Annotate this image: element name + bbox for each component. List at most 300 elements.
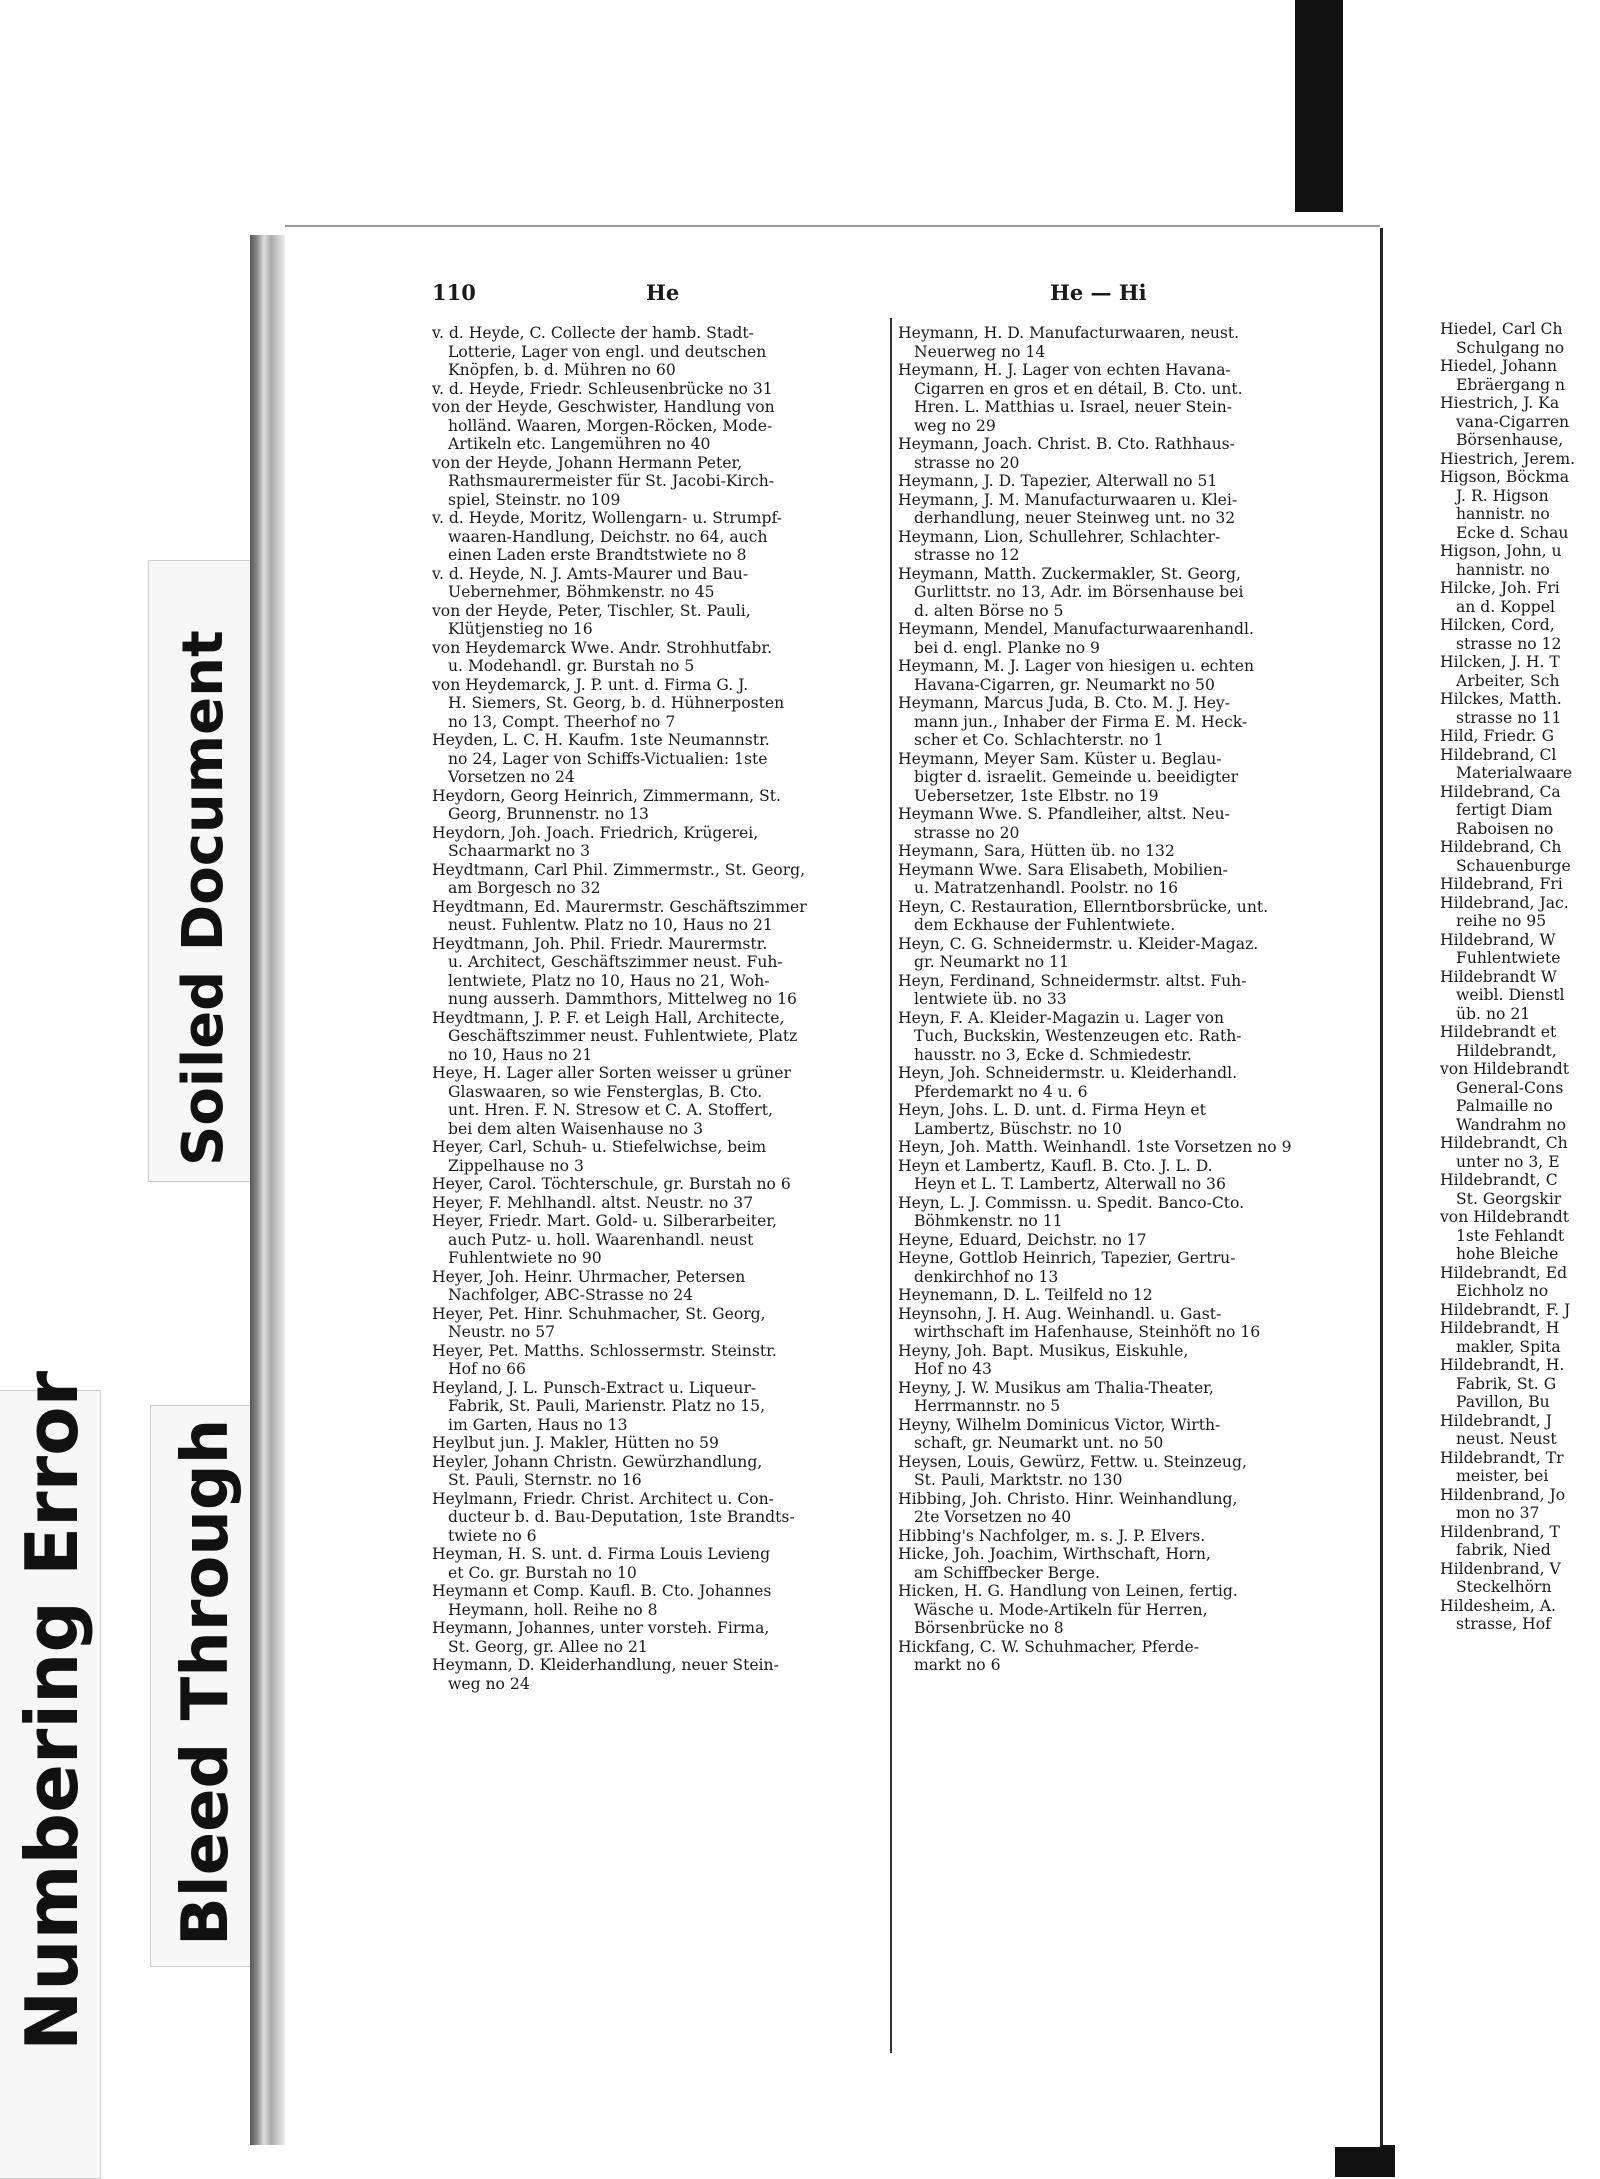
- entry-continuation: denkirchhof no 13: [914, 1267, 1059, 1286]
- entry-line: Heynemann, D. L. Teilfeld no 12: [898, 1286, 1153, 1304]
- entry-line: Hildebrandt, C: [1440, 1171, 1558, 1189]
- entry-continuation: einen Laden erste Brandtstwiete no 8: [448, 546, 747, 564]
- entry-continuation: unter no 3, E: [1456, 1152, 1560, 1171]
- entry-continuation: weibl. Dienstl: [1456, 986, 1565, 1004]
- directory-entry: [432, 1305, 884, 1342]
- directory-entry: [898, 750, 1346, 806]
- directory-entry: [432, 935, 884, 1009]
- directory-entry: [1440, 968, 1575, 1024]
- entry-line: Hildebrand, Cl: [1440, 745, 1557, 764]
- directory-entry: [432, 1545, 884, 1582]
- entry-continuation: Zippelhause no 3: [448, 1156, 584, 1175]
- entry-line: Heymann, J. M. Manufacturwaaren u. Klei-: [898, 490, 1238, 509]
- entry-continuation: Lotterie, Lager von engl. und deutschen: [448, 342, 767, 361]
- directory-entry: [1440, 653, 1575, 690]
- entry-continuation: twiete no 6: [448, 1526, 537, 1545]
- directory-entry: [898, 1009, 1346, 1065]
- directory-entry: [432, 454, 884, 510]
- directory-entry: [432, 324, 884, 380]
- entry-line: Hildebrandt, H: [1440, 1319, 1560, 1337]
- directory-entry: [1440, 894, 1575, 931]
- directory-entry: [898, 565, 1346, 621]
- entry-continuation: Herrmannstr. no 5: [914, 1397, 1061, 1415]
- entry-line: Heyer, Carol. Töchterschule, gr. Burstah no 6: [432, 1175, 791, 1193]
- directory-entry: [898, 1453, 1346, 1490]
- directory-entry: [432, 898, 884, 935]
- entry-continuation: Klütjenstieg no 16: [448, 620, 593, 638]
- entry-line: Hilcken, Cord,: [1440, 616, 1555, 634]
- entry-line: von Heydemarck, J. P. unt. d. Firma G. J.: [432, 675, 749, 694]
- book-spine-edge: [250, 235, 285, 2145]
- directory-entry: [1440, 875, 1575, 894]
- directory-entry: [898, 1138, 1346, 1157]
- directory-entry: [1440, 783, 1575, 839]
- entry-line: Heyn, Ferdinand, Schneidermstr. altst. Fuh-: [898, 971, 1247, 990]
- entry-continuation: J. R. Higson: [1456, 486, 1549, 505]
- entry-line: Heyn, L. J. Commissn. u. Spedit. Banco-Cto.: [898, 1193, 1245, 1212]
- directory-entry: [432, 1379, 884, 1435]
- directory-entry: [898, 1545, 1346, 1582]
- entry-line: Heymann, H. J. Lager von echten Havana-: [898, 361, 1231, 379]
- entry-line: Hildebrandt, F. J: [1440, 1300, 1571, 1319]
- directory-entry: [898, 528, 1346, 565]
- entry-continuation: Arbeiter, Sch: [1456, 671, 1560, 690]
- directory-entry: [432, 1490, 884, 1546]
- middle-column: [898, 324, 1346, 1675]
- entry-continuation: St. Georg, gr. Allee no 21: [448, 1637, 648, 1656]
- entry-continuation: Hildebrandt,: [1456, 1041, 1557, 1060]
- entry-continuation: u. Matratzenhandl. Poolstr. no 16: [914, 879, 1179, 897]
- entry-line: Heyn, C. G. Schneidermstr. u. Kleider-Magaz.: [898, 934, 1259, 953]
- entry-continuation: Hof no 66: [448, 1360, 526, 1378]
- entry-continuation: lentwiete, Platz no 10, Haus no 21, Woh-: [448, 971, 770, 990]
- directory-entry: [1440, 320, 1575, 357]
- entry-line: Heymann, Johannes, unter vorsteh. Firma,: [432, 1619, 770, 1637]
- entry-continuation: Uebernehmer, Böhmkenstr. no 45: [448, 583, 715, 601]
- directory-entry: [1440, 1023, 1575, 1060]
- entry-line: von der Heyde, Johann Hermann Peter,: [432, 453, 743, 472]
- entry-line: Higson, Böckma: [1440, 468, 1570, 486]
- entry-continuation: dem Eckhause der Fuhlentwiete.: [914, 916, 1176, 934]
- directory-entry: [1440, 1486, 1575, 1523]
- entry-line: Heyer, Pet. Hinr. Schuhmacher, St. Georg,: [432, 1304, 766, 1323]
- directory-entry: [432, 398, 884, 454]
- left-column: [432, 324, 884, 1693]
- entry-line: Heyland, J. L. Punsch-Extract u. Liqueur-: [432, 1378, 757, 1397]
- entry-continuation: lentwiete üb. no 33: [914, 990, 1067, 1008]
- entry-continuation: bigter d. israelit. Gemeinde u. beeidigter: [914, 768, 1239, 786]
- entry-line: Hildebrand, Fri: [1440, 875, 1563, 893]
- entry-continuation: im Garten, Haus no 13: [448, 1415, 628, 1434]
- directory-entry: [1440, 1449, 1575, 1486]
- entry-continuation: gr. Neumarkt no 11: [914, 953, 1069, 971]
- entry-line: Heyman, H. S. unt. d. Firma Louis Levieng: [432, 1545, 771, 1563]
- entry-continuation: Nachfolger, ABC-Strasse no 24: [448, 1286, 694, 1304]
- entry-continuation: St. Pauli, Marktstr. no 130: [914, 1471, 1123, 1489]
- entry-line: Hildebrand, W: [1440, 930, 1556, 949]
- directory-entry: [1440, 1301, 1575, 1320]
- entry-continuation: Heymann, holl. Reihe no 8: [448, 1600, 658, 1619]
- entry-line: Heydtmann, Ed. Maurermstr. Geschäftszimmer: [432, 897, 807, 916]
- directory-entry: [898, 491, 1346, 528]
- entry-line: Heyn, F. A. Kleider-Magazin u. Lager von: [898, 1008, 1225, 1027]
- entry-continuation: strasse, Hof: [1456, 1615, 1551, 1633]
- entry-line: Heymann, Meyer Sam. Küster u. Beglau-: [898, 749, 1222, 768]
- entry-line: Heydtmann, Joh. Phil. Friedr. Maurermstr.: [432, 934, 768, 953]
- entry-continuation: 2te Vorsetzen no 40: [914, 1508, 1072, 1526]
- entry-continuation: ducteur b. d. Bau-Deputation, 1ste Brandts-: [448, 1508, 795, 1526]
- entry-line: Hiedel, Carl Ch: [1440, 320, 1563, 338]
- directory-entry: [1440, 616, 1575, 653]
- entry-continuation: hausstr. no 3, Ecke d. Schmiedestr.: [914, 1045, 1192, 1064]
- entry-continuation: neust. Fuhlentw. Platz no 10, Haus no 21: [448, 916, 773, 934]
- directory-entry: [1440, 931, 1575, 968]
- entry-continuation: St. Georgskir: [1456, 1189, 1562, 1208]
- directory-entry: [1440, 727, 1575, 746]
- directory-entry: [432, 861, 884, 898]
- entry-continuation: u. Architect, Geschäftszimmer neust. Fuh-: [448, 953, 783, 971]
- directory-entry: [898, 472, 1346, 491]
- directory-entry: [898, 1194, 1346, 1231]
- entry-line: Hildenbrand, Jo: [1440, 1485, 1566, 1504]
- entry-line: Heymann, Mendel, Manufacturwaarenhandl.: [898, 620, 1254, 638]
- entry-continuation: bei dem alten Waisenhause no 3: [448, 1119, 703, 1138]
- directory-entry: [1440, 1208, 1575, 1264]
- directory-entry: [898, 1416, 1346, 1453]
- entry-continuation: üb. no 21: [1456, 1004, 1531, 1023]
- entry-line: Heymann Wwe. S. Pfandleiher, altst. Neu-: [898, 805, 1230, 823]
- directory-entry: [432, 1064, 884, 1138]
- entry-continuation: Wäsche u. Mode-Artikeln für Herren,: [914, 1600, 1208, 1619]
- entry-line: Heyny, Wilhelm Dominicus Victor, Wirth-: [898, 1415, 1221, 1434]
- directory-entry: [898, 935, 1346, 972]
- directory-entry: [898, 1342, 1346, 1379]
- directory-entry: [1440, 357, 1575, 394]
- directory-entry: [1440, 579, 1575, 616]
- entry-line: Heyn, Joh. Matth. Weinhandl. 1ste Vorsetzen no 9: [898, 1138, 1292, 1156]
- entry-continuation: Havana-Cigarren, gr. Neumarkt no 50: [914, 675, 1215, 694]
- entry-line: Heyn, Joh. Schneidermstr. u. Kleiderhandl.: [898, 1064, 1238, 1082]
- directory-entry: [898, 657, 1346, 694]
- entry-line: Hildebrandt, Ch: [1440, 1134, 1568, 1152]
- header-left: He: [646, 280, 680, 305]
- directory-entry: [1440, 1560, 1575, 1597]
- directory-entry: [898, 1157, 1346, 1194]
- directory-entry: [898, 861, 1346, 898]
- entry-line: Heylbut jun. J. Makler, Hütten no 59: [432, 1434, 719, 1452]
- directory-entry: [432, 1268, 884, 1305]
- entry-continuation: Materialwaare: [1456, 764, 1573, 782]
- entry-continuation: wirthschaft im Hafenhause, Steinhöft no 16: [914, 1323, 1261, 1341]
- scan-marker-top: [1295, 0, 1343, 212]
- directory-entry: [432, 1434, 884, 1453]
- entry-line: Higson, John, u: [1440, 542, 1562, 560]
- entry-line: Heyer, Joh. Heinr. Uhrmacher, Petersen: [432, 1267, 746, 1286]
- entry-continuation: spiel, Steinstr. no 109: [448, 490, 621, 509]
- entry-continuation: Cigarren en gros et en détail, B. Cto. unt.: [914, 379, 1243, 398]
- entry-continuation: Lambertz, Büschstr. no 10: [914, 1119, 1122, 1138]
- directory-entry: [432, 787, 884, 824]
- directory-entry: [898, 1490, 1346, 1527]
- directory-entry: [432, 731, 884, 787]
- directory-entry: [432, 1342, 884, 1379]
- entry-continuation: Rathsmaurermeister für St. Jacobi-Kirch-: [448, 472, 775, 490]
- entry-continuation: Heyn et L. T. Lambertz, Alterwall no 36: [914, 1175, 1226, 1193]
- entry-line: Heymann, Joach. Christ. B. Cto. Rathhaus-: [898, 435, 1235, 453]
- entry-continuation: am Schiffbecker Berge.: [914, 1563, 1100, 1582]
- directory-entry: [1440, 690, 1575, 727]
- page-number: 110: [432, 280, 476, 305]
- directory-entry: [898, 324, 1346, 361]
- entry-line: von Heydemarck Wwe. Andr. Strohhutfabr.: [432, 638, 773, 657]
- entry-line: Heymann, J. D. Tapezier, Alterwall no 51: [898, 472, 1218, 490]
- entry-line: Hildebrandt, H.: [1440, 1356, 1565, 1374]
- directory-entry: [1440, 1319, 1575, 1356]
- entry-continuation: H. Siemers, St. Georg, b. d. Hühnerposten: [448, 694, 785, 712]
- entry-line: von Hildebrandt: [1440, 1060, 1570, 1078]
- directory-entry: [432, 509, 884, 565]
- entry-continuation: meister, bei: [1456, 1467, 1549, 1485]
- entry-line: Heyer, Friedr. Mart. Gold- u. Silberarbeiter,: [432, 1212, 778, 1230]
- directory-entry: [432, 1453, 884, 1490]
- directory-entry: [1440, 1060, 1575, 1134]
- entry-continuation: Georg, Brunnenstr. no 13: [448, 805, 649, 823]
- directory-entry: [432, 565, 884, 602]
- directory-entry: [898, 972, 1346, 1009]
- entry-line: Hildenbrand, T: [1440, 1522, 1560, 1541]
- entry-line: Hildebrandt et: [1440, 1023, 1557, 1041]
- entry-continuation: no 24, Lager von Schiffs-Victualien: 1ste: [448, 749, 768, 768]
- entry-line: Heynsohn, J. H. Aug. Weinhandl. u. Gast-: [898, 1304, 1222, 1323]
- entry-continuation: Ebräergang n: [1456, 375, 1566, 394]
- entry-line: von der Heyde, Geschwister, Handlung von: [432, 398, 775, 416]
- directory-entry: [1440, 450, 1575, 469]
- entry-line: Hicken, H. G. Handlung von Leinen, fertig.: [898, 1582, 1238, 1600]
- directory-entry: [1440, 468, 1575, 542]
- entry-continuation: hannistr. no: [1456, 505, 1550, 523]
- entry-line: Heyny, J. W. Musikus am Thalia-Theater,: [898, 1378, 1214, 1397]
- entry-line: Hildenbrand, V: [1440, 1559, 1561, 1578]
- entry-line: Heyny, Joh. Bapt. Musikus, Eiskuhle,: [898, 1341, 1189, 1360]
- entry-continuation: vana-Cigarren: [1456, 412, 1570, 431]
- directory-entry: [432, 380, 884, 399]
- entry-continuation: Steckelhörn: [1456, 1578, 1552, 1596]
- directory-entry: [898, 1064, 1346, 1101]
- entry-continuation: auch Putz- u. holl. Waarenhandl. neust: [448, 1230, 754, 1249]
- directory-entry: [432, 639, 884, 676]
- entry-line: Hildebrandt, J: [1440, 1411, 1552, 1430]
- entry-line: Heyne, Gottlob Heinrich, Tapezier, Gertru-: [898, 1249, 1236, 1267]
- directory-entry: [432, 1212, 884, 1268]
- entry-continuation: u. Modehandl. gr. Burstah no 5: [448, 657, 695, 675]
- entry-continuation: 1ste Fehlandt: [1456, 1226, 1565, 1245]
- entry-continuation: Schaarmarkt no 3: [448, 842, 591, 860]
- entry-continuation: Schauenburge: [1456, 856, 1571, 875]
- column-divider: [890, 318, 892, 2053]
- entry-continuation: strasse no 20: [914, 823, 1020, 842]
- directory-entry: [432, 824, 884, 861]
- directory-entry: [432, 602, 884, 639]
- entry-line: Heye, H. Lager aller Sorten weisser u grüner: [432, 1064, 791, 1082]
- entry-continuation: Schulgang no: [1456, 338, 1565, 357]
- entry-line: Heyn, Johs. L. D. unt. d. Firma Heyn et: [898, 1101, 1206, 1119]
- directory-entry: [898, 1638, 1346, 1675]
- entry-line: Hildebrandt, Tr: [1440, 1448, 1564, 1467]
- directory-entry: [898, 805, 1346, 842]
- directory-entry: [1440, 1412, 1575, 1449]
- directory-entry: [432, 1656, 884, 1693]
- entry-line: Heydtmann, Carl Phil. Zimmermstr., St. Georg,: [432, 860, 806, 879]
- entry-continuation: Börsenhause,: [1456, 431, 1564, 449]
- directory-entry: [432, 1194, 884, 1213]
- entry-continuation: no 13, Compt. Theerhof no 7: [448, 712, 676, 731]
- entry-continuation: Pferdemarkt no 4 u. 6: [914, 1082, 1088, 1101]
- entry-line: Hilcke, Joh. Fri: [1440, 579, 1560, 597]
- entry-line: Heymann, M. J. Lager von hiesigen u. echten: [898, 657, 1254, 675]
- entry-continuation: mann jun., Inhaber der Firma E. M. Heck-: [914, 712, 1248, 731]
- entry-continuation: mon no 37: [1456, 1504, 1540, 1522]
- directory-entry: [898, 620, 1346, 657]
- entry-continuation: Palmaille no: [1456, 1097, 1553, 1115]
- entry-continuation: nung ausserh. Dammthors, Mittelweg no 16: [448, 990, 797, 1008]
- bleed-through-label: Bleed Through: [169, 1418, 243, 1946]
- entry-line: Hildebrand, Ca: [1440, 782, 1561, 801]
- entry-continuation: schaft, gr. Neumarkt unt. no 50: [914, 1434, 1164, 1452]
- directory-entry: [1440, 542, 1575, 579]
- directory-entry: [898, 1286, 1346, 1305]
- directory-entry: [898, 694, 1346, 750]
- entry-continuation: d. alten Börse no 5: [914, 601, 1064, 620]
- entry-line: Heymann Wwe. Sara Elisabeth, Mobilien-: [898, 860, 1228, 879]
- entry-continuation: scher et Co. Schlachterstr. no 1: [914, 731, 1164, 749]
- numbering-error-label: Numbering Error: [10, 1370, 94, 2051]
- entry-continuation: no 10, Haus no 21: [448, 1045, 593, 1064]
- entry-line: Hildebrandt, Ed: [1440, 1263, 1568, 1282]
- entry-continuation: Ecke d. Schau: [1456, 523, 1569, 542]
- entry-continuation: Böhmkenstr. no 11: [914, 1212, 1063, 1230]
- entry-continuation: Gurlittstr. no 13, Adr. im Börsenhause bei: [914, 583, 1244, 601]
- entry-line: Heydorn, Joh. Joach. Friedrich, Krügerei,: [432, 823, 759, 842]
- entry-line: Hildesheim, A.: [1440, 1596, 1556, 1615]
- entry-continuation: unt. Hren. F. N. Stresow et C. A. Stoffert,: [448, 1101, 773, 1119]
- directory-entry: [898, 1249, 1346, 1286]
- entry-line: Heyer, Carl, Schuh- u. Stiefelwichse, beim: [432, 1138, 767, 1156]
- directory-entry: [898, 1305, 1346, 1342]
- directory-entry: [898, 842, 1346, 861]
- directory-entry: [898, 361, 1346, 435]
- entry-continuation: Geschäftszimmer neust. Fuhlentwiete, Platz: [448, 1027, 798, 1045]
- directory-entry: [432, 1582, 884, 1619]
- entry-continuation: holländ. Waaren, Morgen-Röcken, Mode-: [448, 416, 773, 435]
- directory-entry: [898, 1231, 1346, 1250]
- entry-continuation: neust. Neust: [1456, 1430, 1557, 1448]
- directory-entry: [1440, 746, 1575, 783]
- entry-continuation: Börsenbrücke no 8: [914, 1619, 1064, 1637]
- entry-continuation: hannistr. no: [1456, 560, 1550, 579]
- entry-continuation: strasse no 12: [914, 546, 1020, 564]
- entry-continuation: Fabrik, St. Pauli, Marienstr. Platz no 15,: [448, 1397, 766, 1415]
- directory-entry: [898, 1101, 1346, 1138]
- right-column: [1440, 320, 1575, 1634]
- entry-continuation: Neustr. no 57: [448, 1323, 556, 1341]
- entry-line: Heymann, Lion, Schullehrer, Schlachter-: [898, 527, 1221, 546]
- header-right: He — Hi: [1050, 280, 1147, 305]
- entry-continuation: strasse no 12: [1456, 634, 1562, 653]
- entry-continuation: Vorsetzen no 24: [448, 768, 575, 786]
- entry-line: Hilckes, Matth.: [1440, 690, 1562, 708]
- directory-entry: [898, 898, 1346, 935]
- entry-line: Heymann, D. Kleiderhandlung, neuer Stein-: [432, 1656, 779, 1674]
- entry-line: Heyer, Pet. Matths. Schlossermstr. Steinstr.: [432, 1341, 777, 1360]
- entry-continuation: fabrik, Nied: [1456, 1541, 1551, 1559]
- entry-continuation: fertigt Diam: [1456, 801, 1553, 819]
- bleed-through-label-strip: [150, 1405, 260, 1967]
- entry-line: Hiestrich, J. Ka: [1440, 394, 1560, 412]
- directory-entry: [432, 676, 884, 732]
- entry-line: Heysen, Louis, Gewürz, Fettw. u. Steinzeug,: [898, 1452, 1247, 1471]
- entry-continuation: St. Pauli, Sternstr. no 16: [448, 1471, 642, 1489]
- entry-continuation: reihe no 95: [1456, 912, 1547, 930]
- entry-line: Hickfang, C. W. Schuhmacher, Pferde-: [898, 1637, 1199, 1656]
- entry-continuation: hohe Bleiche: [1456, 1245, 1559, 1263]
- entry-continuation: Eichholz no: [1456, 1282, 1549, 1300]
- entry-continuation: bei d. engl. Planke no 9: [914, 638, 1100, 657]
- entry-line: Hibbing, Joh. Christo. Hinr. Weinhandlung,: [898, 1489, 1238, 1508]
- directory-entry: [1440, 1523, 1575, 1560]
- entry-continuation: strasse no 20: [914, 453, 1020, 472]
- entry-line: Heydorn, Georg Heinrich, Zimmermann, St.: [432, 786, 781, 805]
- entry-line: Heymann et Comp. Kaufl. B. Cto. Johannes: [432, 1582, 772, 1600]
- entry-line: v. d. Heyde, C. Collecte der hamb. Stadt-: [432, 324, 754, 342]
- directory-entry: [1440, 1356, 1575, 1412]
- entry-line: Heymann, H. D. Manufacturwaaren, neust.: [898, 324, 1240, 342]
- entry-line: Hiestrich, Jerem.: [1440, 449, 1576, 468]
- entry-line: Heymann, Marcus Juda, B. Cto. M. J. Hey-: [898, 694, 1230, 712]
- entry-line: Hicke, Joh. Joachim, Wirthschaft, Horn,: [898, 1545, 1211, 1563]
- directory-entry: [432, 1175, 884, 1194]
- directory-entry: [1440, 1171, 1575, 1208]
- entry-line: Hildebrand, Jac.: [1440, 893, 1569, 912]
- entry-line: Hiedel, Johann: [1440, 357, 1557, 375]
- entry-continuation: derhandlung, neuer Steinweg unt. no 32: [914, 509, 1236, 527]
- entry-continuation: Uebersetzer, 1ste Elbstr. no 19: [914, 786, 1159, 805]
- entry-line: Hildebrand, Ch: [1440, 838, 1562, 856]
- entry-continuation: Wandrahm no: [1456, 1115, 1566, 1134]
- entry-continuation: Knöpfen, b. d. Mühren no 60: [448, 361, 676, 379]
- entry-continuation: Fabrik, St. G: [1456, 1374, 1557, 1393]
- entry-line: Heyne, Eduard, Deichstr. no 17: [898, 1230, 1147, 1249]
- entry-continuation: strasse no 11: [1456, 708, 1562, 727]
- entry-continuation: an d. Koppel: [1456, 597, 1555, 616]
- entry-line: v. d. Heyde, N. J. Amts-Maurer und Bau-: [432, 564, 749, 583]
- directory-entry: [1440, 394, 1575, 450]
- entry-line: Heymann, Matth. Zuckermakler, St. Georg,: [898, 564, 1241, 583]
- entry-continuation: weg no 24: [448, 1674, 530, 1693]
- directory-entry: [898, 1527, 1346, 1546]
- entry-line: Heylmann, Friedr. Christ. Architect u. Con-: [432, 1489, 774, 1508]
- entry-continuation: Glaswaaren, so wie Fensterglas, B. Cto.: [448, 1082, 763, 1101]
- entry-continuation: am Borgesch no 32: [448, 879, 601, 897]
- entry-line: Heyn, C. Restauration, Ellerntborsbrücke, unt.: [898, 897, 1269, 916]
- entry-continuation: Tuch, Buckskin, Westenzeugen etc. Rath-: [914, 1027, 1242, 1045]
- entry-continuation: waaren-Handlung, Deichstr. no 64, auch: [448, 527, 768, 546]
- entry-line: von Hildebrandt: [1440, 1208, 1570, 1226]
- entry-line: Hild, Friedr. G: [1440, 727, 1555, 745]
- soiled-document-label: Soiled Document: [171, 630, 236, 1166]
- entry-line: Heyer, F. Mehlhandl. altst. Neustr. no 37: [432, 1193, 754, 1212]
- directory-entry: [898, 1582, 1346, 1638]
- entry-line: Hildebrandt W: [1440, 967, 1557, 986]
